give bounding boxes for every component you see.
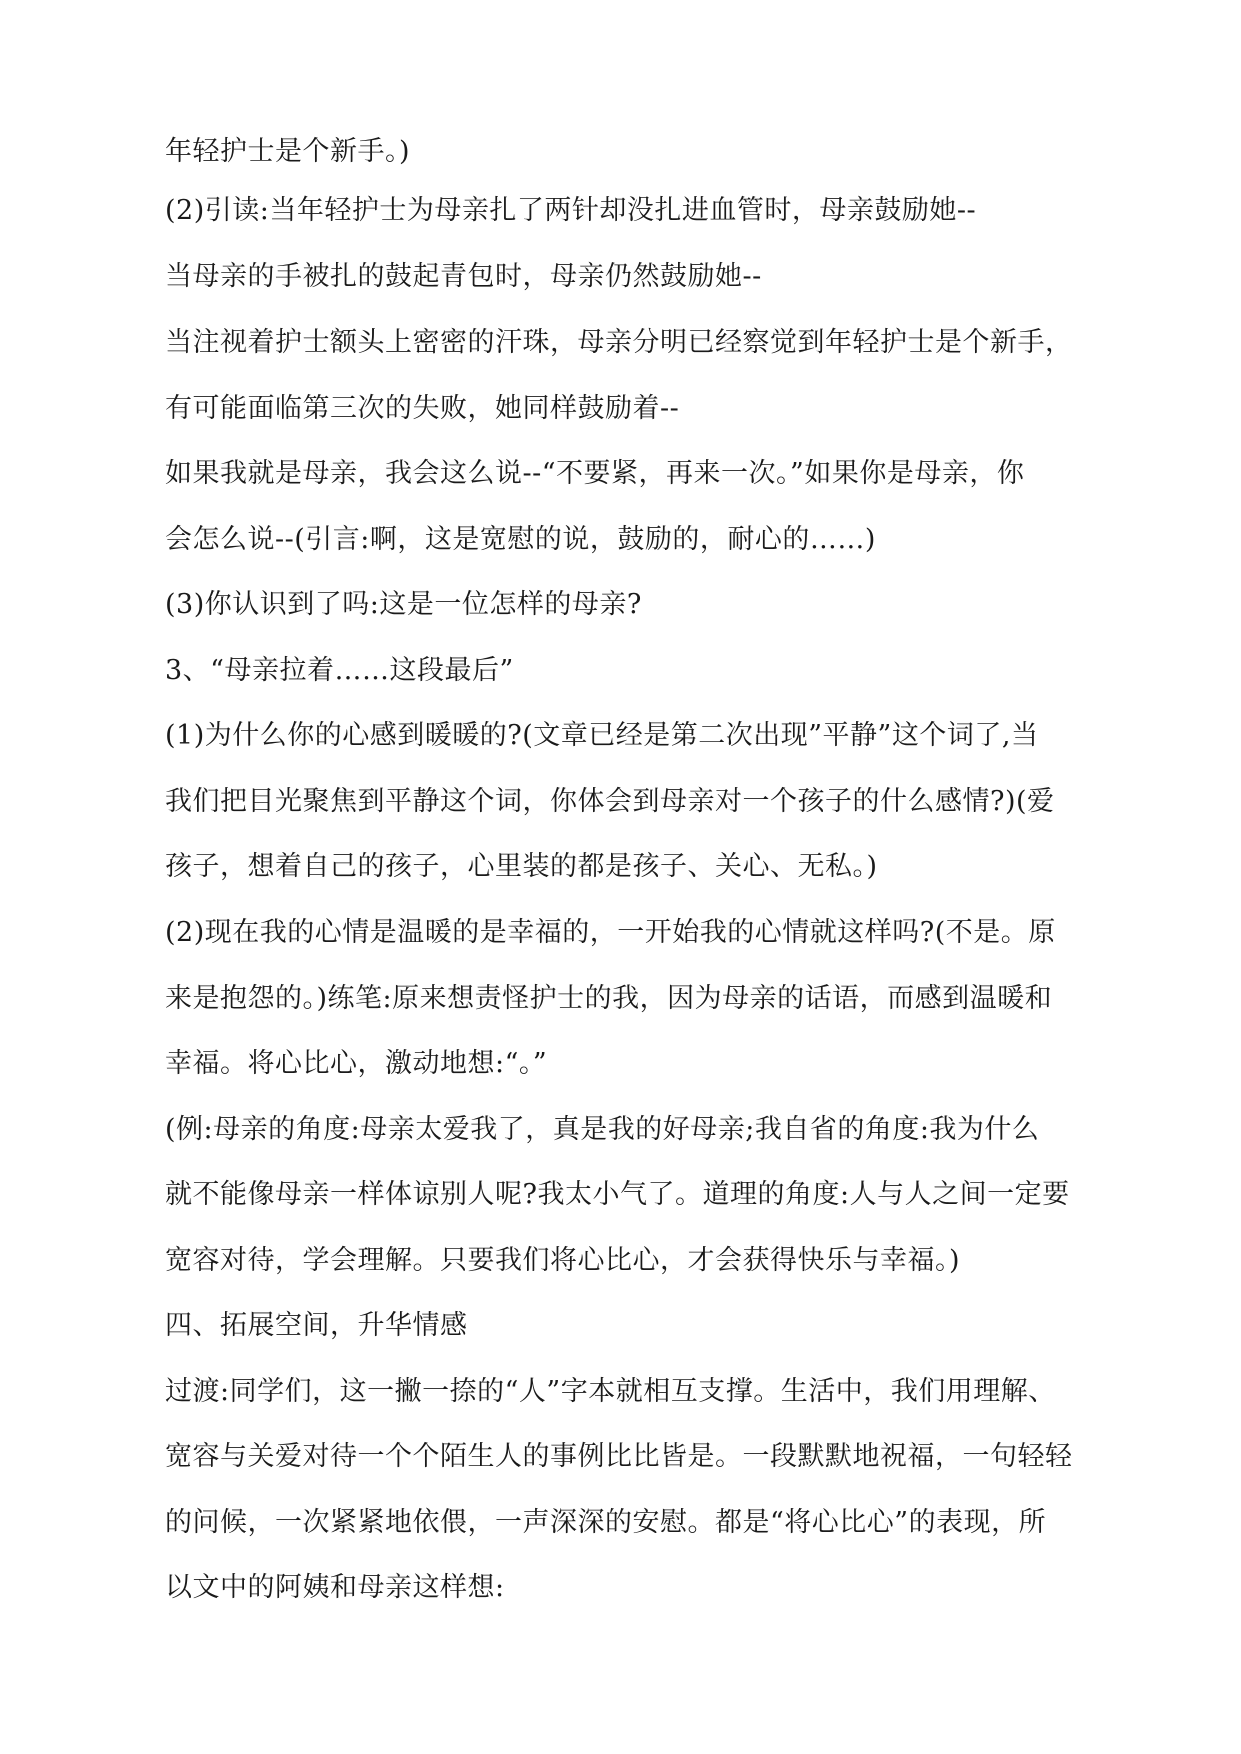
text-line-4: 当注视着护士额头上密密的汗珠，母亲分明已经察觉到年轻护士是个新手，: [165, 327, 1073, 358]
text-line-1: 年轻护士是个新手。): [165, 136, 411, 167]
text-line-16: (例:母亲的角度:母亲太爱我了，真是我的好母亲;我自省的角度:我为什么: [165, 1114, 1040, 1145]
text-line-13: (2)现在我的心情是温暖的是幸福的，一开始我的心情就这样吗?(不是。原: [165, 917, 1056, 948]
text-line-7: 会怎么说--(引言:啊，这是宽慰的说，鼓励的，耐心的……): [165, 524, 876, 555]
text-line-23: 以文中的阿姨和母亲这样想:: [165, 1572, 505, 1603]
text-line-5: 有可能面临第三次的失败，她同样鼓励着--: [165, 393, 680, 424]
text-line-17: 就不能像母亲一样体谅别人呢?我太小气了。道理的角度:人与人之间一定要: [165, 1179, 1070, 1210]
text-line-10: (1)为什么你的心感到暖暖的?(文章已经是第二次出现”平静”这个词了,当: [165, 720, 1039, 751]
text-line-14: 来是抱怨的。)练笔:原来想责怪护士的我，因为母亲的话语，而感到温暖和: [165, 983, 1053, 1014]
text-line-18: 宽容对待，学会理解。只要我们将心比心，才会获得快乐与幸福。): [165, 1245, 961, 1276]
text-line-20: 过渡:同学们，这一撇一捺的“人”字本就相互支撑。生活中，我们用理解、: [165, 1376, 1056, 1407]
text-line-6: 如果我就是母亲，我会这么说--“不要紧，再来一次。”如果你是母亲，你: [165, 458, 1025, 489]
text-line-2: (2)引读:当年轻护士为母亲扎了两针却没扎进血管时，母亲鼓励她--: [165, 195, 977, 226]
text-line-9: 3、“母亲拉着……这段最后”: [165, 655, 514, 686]
text-line-12: 孩子，想着自己的孩子，心里装的都是孩子、关心、无私。): [165, 851, 878, 882]
text-line-22: 的问候，一次紧紧地依偎，一声深深的安慰。都是“将心比心”的表现，所: [165, 1507, 1047, 1538]
text-line-21: 宽容与关爱对待一个个陌生人的事例比比皆是。一段默默地祝福，一句轻轻: [165, 1441, 1073, 1472]
text-line-3: 当母亲的手被扎的鼓起青包时，母亲仍然鼓励她--: [165, 261, 762, 292]
text-line-8: (3)你认识到了吗:这是一位怎样的母亲?: [165, 589, 642, 620]
text-line-15: 幸福。将心比心，激动地想:“。”: [165, 1048, 548, 1079]
text-line-11: 我们把目光聚焦到平静这个词，你体会到母亲对一个孩子的什么感情?)(爱: [165, 786, 1055, 817]
text-line-19: 四、拓展空间，升华情感: [165, 1310, 468, 1341]
